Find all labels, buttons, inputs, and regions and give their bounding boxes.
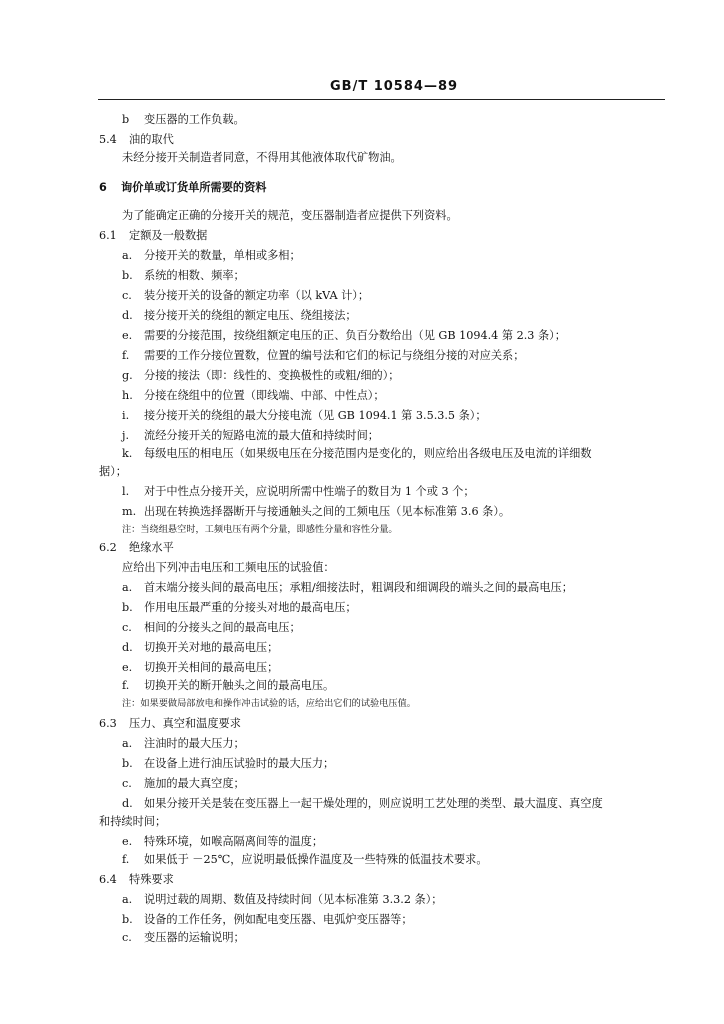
item-text: 切换开关的断开触头之间的最高电压。 xyxy=(144,679,335,692)
text-line-l02 xyxy=(99,132,174,148)
item-label: a. xyxy=(122,581,133,594)
item-label: 6.3 xyxy=(99,717,117,730)
text-line-l39 xyxy=(99,872,174,888)
item-label: a. xyxy=(122,737,133,750)
item-text: 和持续时间； xyxy=(99,815,167,828)
item-label: l. xyxy=(122,485,130,498)
item-label: d. xyxy=(122,309,133,322)
item-label: b. xyxy=(122,757,133,770)
item-text: 为了能确定正确的分接开关的规范，变压器制造者应提供下列资料。 xyxy=(122,209,458,222)
text-line-l42 xyxy=(122,930,245,946)
item-label: e. xyxy=(122,329,133,342)
item-label: c. xyxy=(122,777,132,790)
item-text: 分接在绕组中的位置（即线端、中部、中性点）； xyxy=(144,389,385,402)
text-line-l33 xyxy=(122,756,334,772)
item-text: 据）； xyxy=(99,465,127,478)
text-line-l24 xyxy=(122,580,573,596)
item-text: 特殊要求 xyxy=(129,873,174,886)
item-label: a. xyxy=(122,249,133,262)
text-line-l26 xyxy=(122,620,301,636)
item-text: 装分接开关的设备的额定功率（以 kVA 计）； xyxy=(144,289,370,302)
text-line-l01 xyxy=(122,112,245,128)
item-label: c. xyxy=(122,621,132,634)
item-text: 对于中性点分接开关，应说明所需中性端子的数目为 1 个或 3 个； xyxy=(144,485,475,498)
text-line-l20 xyxy=(122,504,510,520)
text-line-l12 xyxy=(122,348,524,364)
text-line-l35 xyxy=(122,796,603,812)
text-line-l08 xyxy=(122,268,245,284)
text-line-l04 xyxy=(99,180,266,196)
text-line-l05 xyxy=(122,208,458,224)
item-label: h. xyxy=(122,389,133,402)
item-label: d. xyxy=(122,641,133,654)
item-text: 施加的最大真空度； xyxy=(144,777,245,790)
item-text: 油的取代 xyxy=(129,133,174,146)
item-label: i. xyxy=(122,409,130,422)
item-label: b. xyxy=(122,601,133,614)
text-line-l27 xyxy=(122,640,278,656)
text-line-l21 xyxy=(122,522,398,538)
text-line-l09 xyxy=(122,288,369,304)
item-text: 分接的接法（即：线性的、变换极性的或粗/细的）； xyxy=(144,369,400,382)
item-text: 如果分接开关是装在变压器上一起干燥处理的，则应说明工艺处理的类型、最大温度、真空度 xyxy=(144,797,603,810)
item-text: 需要的分接范围，按绕组额定电压的正、负百分数给出（见 GB 1094.4 第 2.3 条）； xyxy=(144,329,566,342)
header-rule xyxy=(98,99,665,100)
text-line-l19 xyxy=(122,484,475,500)
item-text: 流经分接开关的短路电流的最大值和持续时间； xyxy=(144,429,379,442)
item-text: 出现在转换选择器断开与接通触头之间的工频电压（见本标准第 3.6 条）。 xyxy=(144,505,511,518)
item-label: e. xyxy=(122,661,133,674)
text-line-l13 xyxy=(122,368,399,384)
item-text: 相间的分接头之间的最高电压； xyxy=(144,621,301,634)
item-label: 5.4 xyxy=(99,133,117,146)
item-text: 绝缘水平 xyxy=(129,541,174,554)
item-text: 说明过载的周期、数值及持续时间（见本标准第 3.3.2 条）； xyxy=(144,893,443,906)
item-text: 设备的工作任务，例如配电变压器、电弧炉变压器等； xyxy=(144,913,413,926)
text-line-l11 xyxy=(122,328,566,344)
item-text: 切换开关对地的最高电压； xyxy=(144,641,279,654)
item-text: 应给出下列冲击电压和工频电压的试验值： xyxy=(122,561,335,574)
item-text: 压力、真空和温度要求 xyxy=(129,717,241,730)
item-text: 特殊环境，如喉高隔离间等的温度； xyxy=(144,835,324,848)
item-label: f. xyxy=(122,349,130,362)
item-label: m. xyxy=(122,505,137,518)
item-text: 首末端分接头间的最高电压；承粗/细接法时，粗调段和细调段的端头之间的最高电压； xyxy=(144,581,573,594)
item-text: 切换开关相间的最高电压； xyxy=(144,661,279,674)
item-text: 需要的工作分接位置数，位置的编号法和它们的标记与绕组分接的对应关系； xyxy=(144,349,525,362)
text-line-l10 xyxy=(122,308,357,324)
page-header xyxy=(0,79,724,99)
item-text: 在设备上进行油压试验时的最大压力； xyxy=(144,757,335,770)
item-text: 作用电压最严重的分接头对地的最高电压； xyxy=(144,601,357,614)
text-line-l18 xyxy=(99,464,127,480)
item-label: 6 xyxy=(99,181,107,194)
item-label: b. xyxy=(122,269,133,282)
item-text: 未经分接开关制造者同意，不得用其他液体取代矿物油。 xyxy=(122,151,402,164)
item-text: 接分接开关的绕组的最大分接电流（见 GB 1094.1 第 3.5.3.5 条）； xyxy=(144,409,487,422)
text-line-l06 xyxy=(99,228,207,244)
item-label: f. xyxy=(122,679,130,692)
text-line-l07 xyxy=(122,248,301,264)
item-text: 询价单或订货单所需要的资料 xyxy=(121,181,267,194)
item-label: j. xyxy=(122,429,130,442)
item-label: b xyxy=(122,113,130,126)
item-text: 定额及一般数据 xyxy=(129,229,208,242)
item-text: 变压器的运输说明； xyxy=(144,931,245,944)
item-label: k. xyxy=(122,447,133,460)
item-text: 变压器的工作负载。 xyxy=(144,113,245,126)
item-label: 6.4 xyxy=(99,873,117,886)
item-label: b. xyxy=(122,913,133,926)
text-line-l31 xyxy=(99,716,241,732)
item-label: 6.1 xyxy=(99,229,117,242)
text-line-l14 xyxy=(122,388,385,404)
item-label: f. xyxy=(122,853,130,866)
text-line-l15 xyxy=(122,408,487,424)
text-line-l40 xyxy=(122,892,442,908)
text-line-l34 xyxy=(122,776,245,792)
item-text: 注：如果要做局部放电和操作冲击试验的话，应给出它们的试验电压值。 xyxy=(122,698,416,709)
text-line-l28 xyxy=(122,660,278,676)
text-line-l25 xyxy=(122,600,357,616)
item-label: e. xyxy=(122,835,133,848)
item-text: 分接开关的数量，单相或多相； xyxy=(144,249,301,262)
item-text: 每级电压的相电压（如果级电压在分接范围内是变化的，则应给出各级电压及电流的详细数 xyxy=(144,447,592,460)
text-line-l03 xyxy=(122,150,402,166)
text-line-l41 xyxy=(122,912,413,928)
item-text: 注：当绕组悬空时，工频电压有两个分量，即感性分量和容性分量。 xyxy=(122,524,398,535)
item-label: c. xyxy=(122,931,132,944)
standard-code: GB/T 10584—89 xyxy=(330,79,459,94)
text-line-l36 xyxy=(99,814,166,830)
item-text: 注油时的最大压力； xyxy=(144,737,245,750)
item-text: 接分接开关的绕组的额定电压、绕组接法； xyxy=(144,309,357,322)
text-line-l38 xyxy=(122,852,488,868)
item-label: c. xyxy=(122,289,132,302)
item-text: 系统的相数、频率； xyxy=(144,269,245,282)
item-text: 如果低于 －25℃，应说明最低操作温度及一些特殊的低温技术要求。 xyxy=(144,853,488,866)
item-label: 6.2 xyxy=(99,541,117,554)
text-line-l16 xyxy=(122,428,379,444)
text-line-l23 xyxy=(122,560,335,576)
item-label: g. xyxy=(122,369,133,382)
text-line-l30 xyxy=(122,696,416,712)
text-line-l37 xyxy=(122,834,323,850)
item-label: a. xyxy=(122,893,133,906)
text-line-l22 xyxy=(99,540,174,556)
text-line-l17 xyxy=(122,446,592,462)
text-line-l32 xyxy=(122,736,245,752)
text-line-l29 xyxy=(122,678,334,694)
item-label: d. xyxy=(122,797,133,810)
